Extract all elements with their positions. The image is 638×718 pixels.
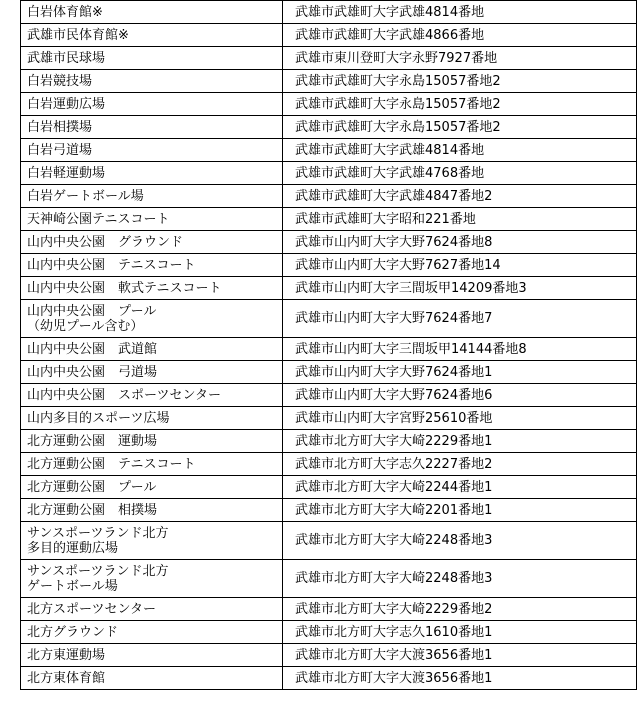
facility-name: サンスポーツランド北方 <box>27 563 169 579</box>
facility-address: 武雄市北方町大字大崎2248番地3 <box>283 560 637 598</box>
facility-address: 武雄市山内町大字大野7624番地1 <box>283 361 637 384</box>
facility-address: 武雄市北方町大字大渡3656番地1 <box>283 644 637 667</box>
facility-address: 武雄市武雄町大字永島15057番地2 <box>283 116 637 139</box>
facility-address: 武雄市北方町大字大崎2201番地1 <box>283 499 637 522</box>
table-row <box>21 1 637 24</box>
table-row <box>21 300 637 338</box>
facility-name: 山内中央公園 スポーツセンター <box>27 387 221 403</box>
table-row <box>21 338 637 361</box>
facility-name-cell <box>21 47 283 70</box>
facility-address: 武雄市山内町大字大野7624番地6 <box>283 384 637 407</box>
facility-name-cell <box>21 338 283 361</box>
table-row <box>21 70 637 93</box>
facility-name-cell <box>21 277 283 300</box>
facility-name: 白岩相撲場 <box>27 119 93 135</box>
table-body <box>21 1 637 690</box>
facility-name: 北方東体育館 <box>27 670 106 686</box>
table-row <box>21 254 637 277</box>
facility-address: 武雄市北方町大字大崎2229番地1 <box>283 430 637 453</box>
facility-address: 武雄市北方町大字大崎2244番地1 <box>283 476 637 499</box>
facility-address: 武雄市武雄町大字武雄4814番地 <box>283 139 637 162</box>
facility-address: 武雄市山内町大字大野7624番地8 <box>283 231 637 254</box>
facility-address: 武雄市山内町大字大野7624番地7 <box>283 300 637 338</box>
facility-name-cell <box>21 300 283 338</box>
facility-address-table <box>20 0 637 690</box>
facility-name: 北方グラウンド <box>27 624 119 640</box>
facility-name: 北方運動公園 テニスコート <box>27 456 196 472</box>
table-row <box>21 162 637 185</box>
facility-address: 武雄市北方町大字志久2227番地2 <box>283 453 637 476</box>
facility-name-cell <box>21 621 283 644</box>
facility-address: 武雄市武雄町大字武雄4866番地 <box>283 24 637 47</box>
facility-name: 山内中央公園 グラウンド <box>27 234 184 250</box>
facility-address: 武雄市北方町大字志久1610番地1 <box>283 621 637 644</box>
facility-name: 北方運動公園 プール <box>27 479 157 495</box>
facility-name: （幼児プール含む） <box>27 318 144 334</box>
facility-name: 武雄市民球場 <box>27 50 106 66</box>
facility-address: 武雄市武雄町大字永島15057番地2 <box>283 93 637 116</box>
facility-name: 山内中央公園 テニスコート <box>27 257 196 273</box>
facility-name: 北方東運動場 <box>27 647 106 663</box>
facility-name-cell <box>21 407 283 430</box>
facility-name: 白岩弓道場 <box>27 142 93 158</box>
facility-address: 武雄市武雄町大字武雄4768番地 <box>283 162 637 185</box>
facility-name: 北方運動公園 運動場 <box>27 433 158 449</box>
table-row <box>21 430 637 453</box>
facility-name: サンスポーツランド北方 <box>27 525 169 541</box>
facility-address: 武雄市山内町大字大野7627番地14 <box>283 254 637 277</box>
table-row <box>21 522 637 560</box>
facility-name-cell <box>21 139 283 162</box>
table-row <box>21 407 637 430</box>
table-row <box>21 139 637 162</box>
facility-name: 北方運動公園 相撲場 <box>27 502 158 518</box>
facility-name-cell <box>21 598 283 621</box>
facility-name: 白岩体育館※ <box>27 4 103 20</box>
table-row <box>21 453 637 476</box>
table-row <box>21 93 637 116</box>
table-row <box>21 231 637 254</box>
facility-address: 武雄市武雄町大字永島15057番地2 <box>283 70 637 93</box>
facility-name-cell <box>21 499 283 522</box>
facility-address: 武雄市武雄町大字武雄4847番地2 <box>283 185 637 208</box>
facility-name: 白岩競技場 <box>27 73 93 89</box>
facility-address: 武雄市山内町大字宮野25610番地 <box>283 407 637 430</box>
facility-name-cell <box>21 361 283 384</box>
facility-name: 北方スポーツセンター <box>27 601 156 617</box>
table-row <box>21 361 637 384</box>
facility-address: 武雄市北方町大字大崎2248番地3 <box>283 522 637 560</box>
facility-name: 山内中央公園 プール <box>27 303 157 319</box>
table-row <box>21 277 637 300</box>
facility-name: 多目的運動広場 <box>27 540 119 556</box>
facility-name-cell <box>21 384 283 407</box>
facility-name-cell <box>21 560 283 598</box>
table-row <box>21 476 637 499</box>
table-row <box>21 384 637 407</box>
facility-name-cell <box>21 70 283 93</box>
facility-address: 武雄市山内町大字三間坂甲14144番地8 <box>283 338 637 361</box>
facility-name-cell <box>21 522 283 560</box>
table-row <box>21 185 637 208</box>
table-row <box>21 24 637 47</box>
facility-address: 武雄市武雄町大字武雄4814番地 <box>283 1 637 24</box>
table-row <box>21 208 637 231</box>
facility-name: 白岩ゲートボール場 <box>27 188 144 204</box>
table-row <box>21 560 637 598</box>
table-row <box>21 47 637 70</box>
facility-name-cell <box>21 254 283 277</box>
facility-address: 武雄市武雄町大字昭和221番地 <box>283 208 637 231</box>
facility-name-cell <box>21 162 283 185</box>
table-row <box>21 598 637 621</box>
facility-name-cell <box>21 1 283 24</box>
facility-name: 武雄市民体育館※ <box>27 27 129 43</box>
table-row <box>21 499 637 522</box>
facility-name: 山内中央公園 軟式テニスコート <box>27 280 222 296</box>
facility-address: 武雄市山内町大字三間坂甲14209番地3 <box>283 277 637 300</box>
facility-name-cell <box>21 476 283 499</box>
facility-name-cell <box>21 231 283 254</box>
facility-address: 武雄市東川登町大字永野7927番地 <box>283 47 637 70</box>
facility-name-cell <box>21 116 283 139</box>
facility-name-cell <box>21 185 283 208</box>
facility-name-cell <box>21 208 283 231</box>
table-row <box>21 667 637 690</box>
facility-name: 白岩運動広場 <box>27 96 106 112</box>
facility-name: 山内多目的スポーツ広場 <box>27 410 170 426</box>
table-row <box>21 116 637 139</box>
facility-name: 山内中央公園 武道館 <box>27 341 158 357</box>
facility-name-cell <box>21 644 283 667</box>
table-row <box>21 621 637 644</box>
facility-name: ゲートボール場 <box>27 578 118 594</box>
facility-name: 天神崎公園テニスコート <box>27 211 170 227</box>
facility-name-cell <box>21 667 283 690</box>
facility-name-cell <box>21 453 283 476</box>
table-row <box>21 644 637 667</box>
facility-address: 武雄市北方町大字大崎2229番地2 <box>283 598 637 621</box>
facility-name: 白岩軽運動場 <box>27 165 106 181</box>
facility-name-cell <box>21 24 283 47</box>
facility-name-cell <box>21 93 283 116</box>
facility-address: 武雄市北方町大字大渡3656番地1 <box>283 667 637 690</box>
facility-name: 山内中央公園 弓道場 <box>27 364 158 380</box>
facility-name-cell <box>21 430 283 453</box>
